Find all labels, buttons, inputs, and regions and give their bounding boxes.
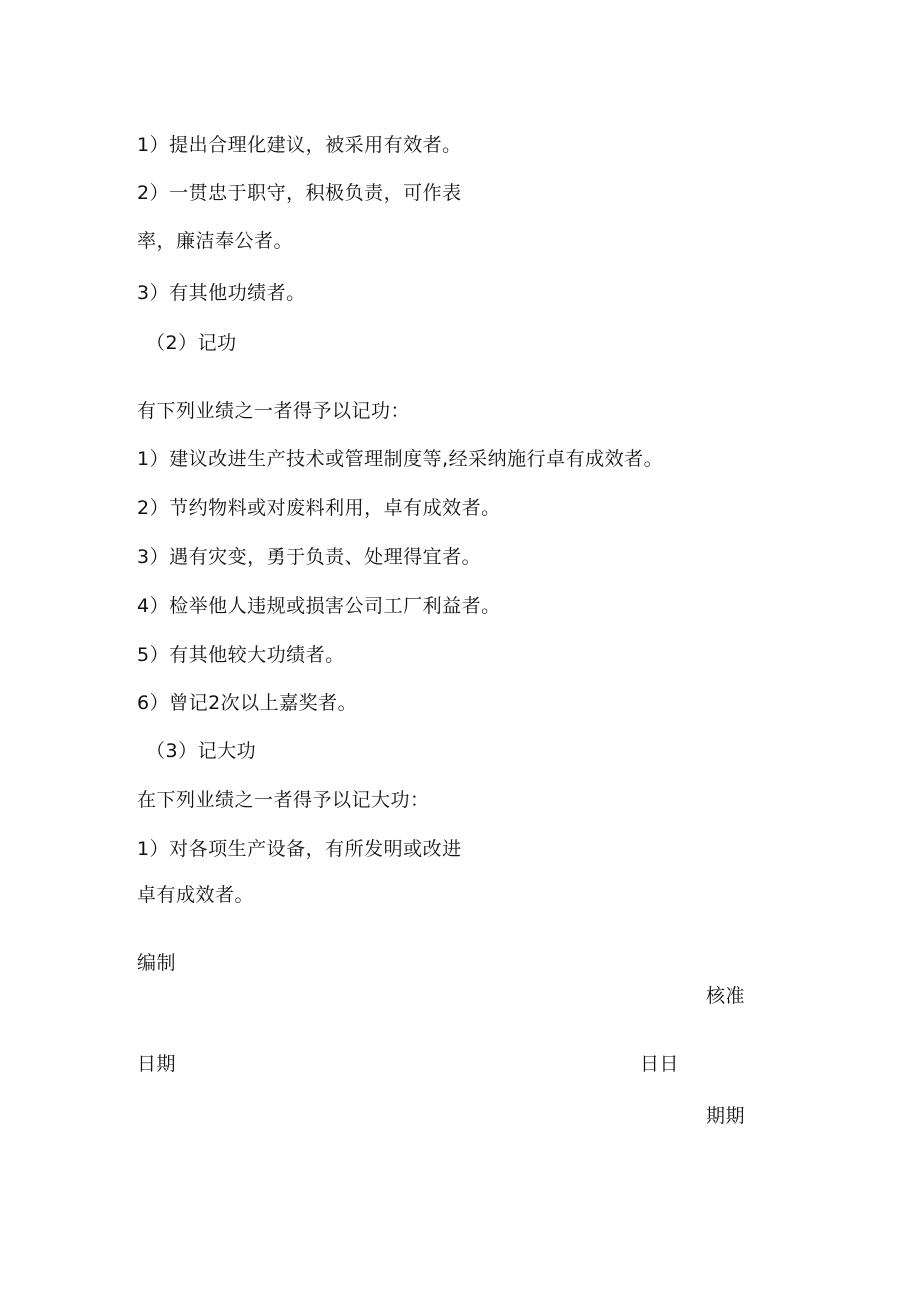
section-3-item-1-cont: 卓有成效者。 bbox=[137, 884, 255, 906]
date-label-left: 日期 bbox=[137, 1053, 177, 1075]
item-3-other-merit: 3）有其他功绩者。 bbox=[137, 282, 306, 304]
section-3-heading: （3）记大功 bbox=[146, 740, 257, 762]
section-3-intro: 在下列业绩之一者得予以记大功： bbox=[137, 789, 430, 811]
date-label-mid: 日日 bbox=[640, 1053, 680, 1075]
section-2-item-3: 3）遇有灾变，勇于负责、处理得宜者。 bbox=[137, 546, 482, 568]
compile-label: 编制 bbox=[137, 952, 177, 974]
section-2-intro: 有下列业绩之一者得予以记功： bbox=[137, 400, 411, 422]
item-2-loyalty-cont: 率，廉洁奉公者。 bbox=[137, 230, 294, 252]
item-1-proposal: 1）提出合理化建议，被采用有效者。 bbox=[137, 134, 462, 156]
approve-label: 核准 bbox=[706, 985, 746, 1007]
item-2-loyalty: 2）一贯忠于职守，积极负责，可作表 bbox=[137, 182, 462, 204]
section-2-item-5: 5）有其他较大功绩者。 bbox=[137, 644, 345, 666]
section-2-heading: （2）记功 bbox=[146, 332, 237, 354]
section-2-item-1: 1）建议改进生产技术或管理制度等,经采纳施行卓有成效者。 bbox=[137, 448, 664, 470]
section-2-item-6: 6）曾记2次以上嘉奖者。 bbox=[137, 692, 358, 714]
section-3-item-1: 1）对各项生产设备，有所发明或改进 bbox=[137, 838, 462, 860]
section-2-item-2: 2）节约物料或对废料利用，卓有成效者。 bbox=[137, 497, 501, 519]
section-2-item-4: 4）检举他人违规或损害公司工厂利益者。 bbox=[137, 595, 501, 617]
date-label-right: 期期 bbox=[706, 1105, 746, 1127]
